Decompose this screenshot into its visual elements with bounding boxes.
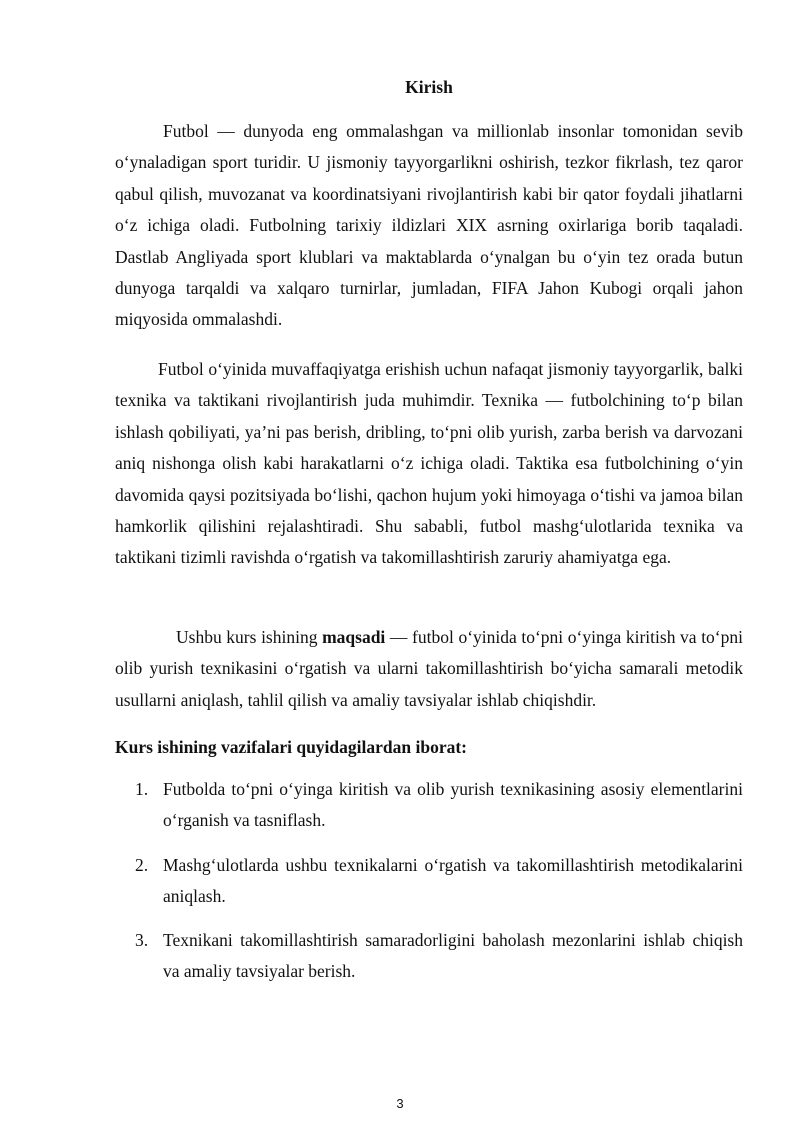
list-item-text: Texnikani takomillashtirish samaradorligini baholash mezonlarini ishlab chiqish va amaliy tavsiyalar berish. [163, 930, 743, 982]
goal-keyword: maqsadi [322, 627, 386, 647]
goal-text-before: Ushbu kurs ishining [176, 627, 323, 647]
list-item-number: 3. [135, 930, 149, 950]
paragraph-technique-tactics: Futbol o‘yinida muvaffaqiyatga erishish uchun nafaqat jismoniy tayyorgarlik, balki texnika va taktikani rivojlantirish juda muhimdir. Texnika — futbolchining to‘p bilan ishlash qobiliyati, ya’ni pas berish, dribling, to‘pni olib yurish, zarba berish va darvozani aniq nishonga olish kabi harakatlarni o‘z ichiga oladi. Taktika esa futbolchining o‘yin davomida qaysi pozitsiyada bo‘lishi, qachon hujum yoki himoyaga o‘tishi va jamoa bilan hamkorlik qilishini rejalashtiradi. Shu sababli, futbol mashg‘ulotlarida texnika va taktikani tizimli ravishda o‘rgatish va takomillashtirish zaruriy ahamiyatga ega. [115, 359, 743, 568]
page-title: Kirish [405, 77, 453, 97]
goal-text-after: — futbol o‘yinida to‘pni o‘yinga kiritish va to‘pni olib yurish texnikasini o‘rgatish va ularni takomillashtirish bo‘yicha samarali metodik usullarni aniqlash, tahlil qilish va amaliy tavsiyalar ishlab chiqishdir. [115, 627, 743, 710]
page-number: 3 [396, 1096, 404, 1111]
list-item-text: Mashg‘ulotlarda ushbu texnikalarni o‘rgatish va takomillashtirish metodikalarini aniqlash. [163, 855, 743, 907]
list-item-number: 1. [135, 779, 149, 799]
tasks-heading: Kurs ishining vazifalari quyidagilardan iborat: [115, 737, 467, 757]
paragraph-intro: Futbol — dunyoda eng ommalashgan va millionlab insonlar tomonidan sevib o‘ynaladigan sport turidir. U jismoniy tayyorgarlikni oshirish, tezkor fikrlash, tez qaror qabul qilish, muvozanat va koordinatsiyani rivojlantirish kabi bir qator foydali jihatlarni o‘z ichiga oladi. Futbolning tarixiy ildizlari XIX asrning oxirlariga borib taqaladi. Dastlab Angliyada sport klublari va maktablarda o‘ynalgan bu o‘yin tez orada butun dunyoga tarqaldi va xalqaro turnirlar, jumladan, FIFA Jahon Kubogi orqali jahon miqyosida ommalashdi. [115, 121, 743, 330]
paragraph-goal [115, 622, 743, 716]
list-item-number: 2. [135, 855, 149, 875]
list-item-text: Futbolda to‘pni o‘yinga kiritish va olib yurish texnikasining asosiy elementlarini o‘rganish va tasniflash. [163, 779, 743, 831]
